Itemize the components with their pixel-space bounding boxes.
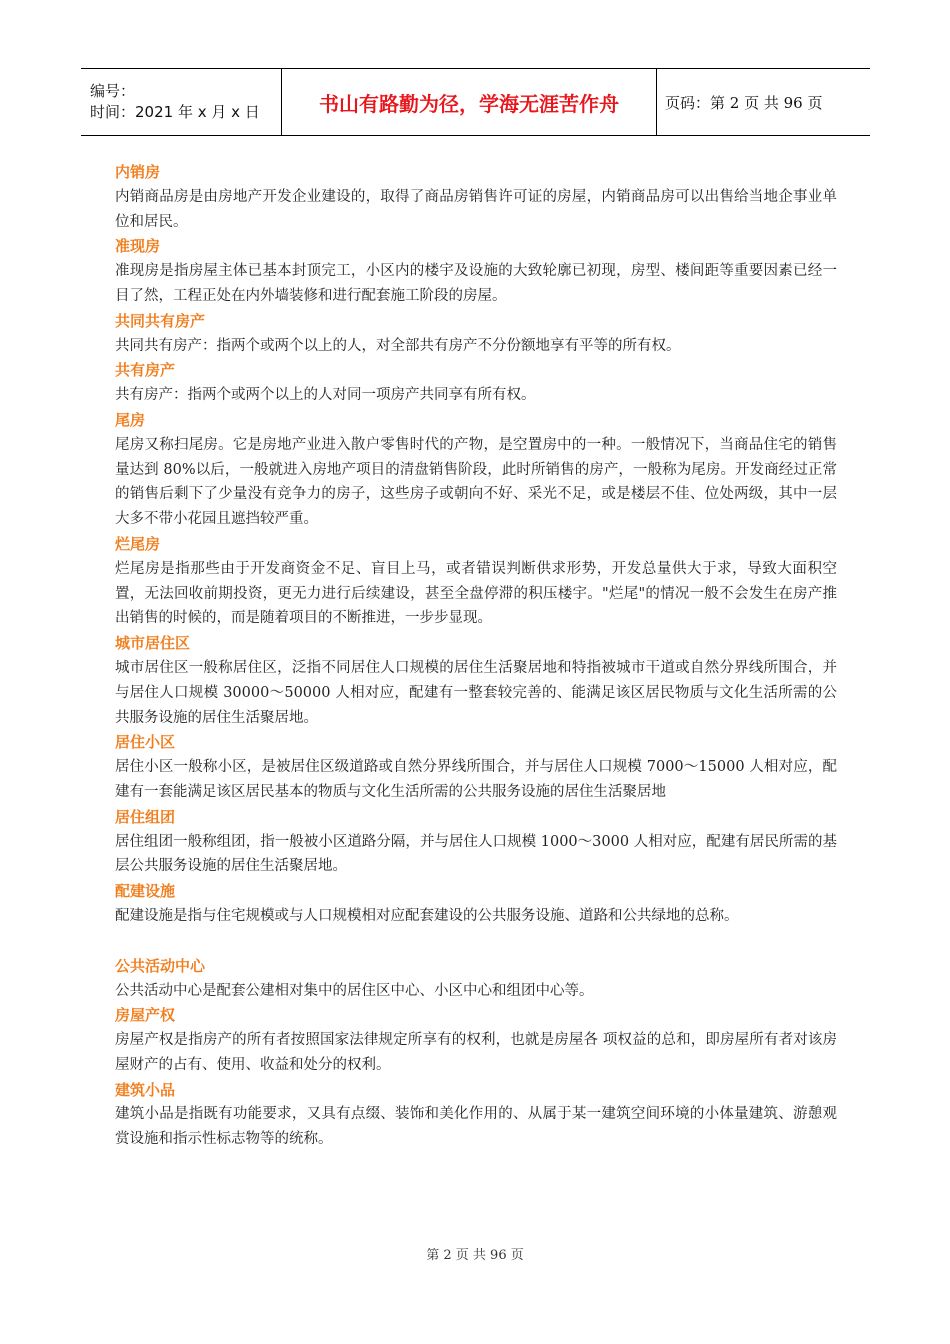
entry-term: 房屋产权 — [115, 1006, 176, 1025]
entry-term: 准现房 — [115, 237, 161, 256]
document-number-label: 编号： — [90, 82, 136, 100]
entry-term: 配建设施 — [115, 882, 176, 901]
entry-definition: 共有房产：指两个或两个以上的人对同一项房产共同享有所有权。 — [115, 387, 536, 404]
header-page-info: 页码：第 2 页 共 96 页 — [665, 93, 823, 112]
entry-term: 建筑小品 — [115, 1080, 176, 1099]
page-header — [81, 68, 870, 136]
entry-term: 居住组团 — [115, 807, 176, 826]
entry-definition: 准现房是指房屋主体已基本封顶完工，小区内的楼宇及设施的大致轮廓已初现，房型、楼间距等重要因素已经一目了然，工程正处在内外墙装修和进行配套施工阶段的房屋。 — [115, 263, 837, 304]
document-body — [115, 160, 837, 1152]
entry-definition: 居住组团一般称组团，指一般被小区道路分隔，并与居住人口规模 1000～3000 人相对应，配建有居民所需的基层公共服务设施的居住生活聚居地。 — [115, 833, 837, 875]
header-meta — [81, 69, 281, 135]
entry-definition: 烂尾房是指那些由于开发商资金不足、盲目上马，或者错误判断供求形势，开发总量供大于求，导致大面积空置，无法回收前期投资，更无力进行后续建设，甚至全盘停滞的积压楼宇。"烂尾"的情况一般不会发生在房产推出销售的时候的，而是随着项目的不断推进，一步步显现。 — [115, 560, 837, 627]
entry-term: 共同共有房产 — [115, 311, 206, 330]
entry-term: 内销房 — [115, 163, 161, 181]
entry-definition: 内销商品房是由房地产开发企业建设的，取得了商品房销售许可证的房屋，内销商品房可以出售给当地企事业单位和居民。 — [115, 188, 837, 230]
entry-definition: 城市居住区一般称居住区，泛指不同居住人口规模的居住生活聚居地和特指被城市干道或自然分界线所围合，并与居住人口规模 30000～50000 人相对应，配建有一整套较完善的、能满足该区居民物质与文化生活所需的公共服务设施的居住生活聚居地。 — [115, 659, 837, 726]
entry-list — [115, 160, 837, 1152]
entry-definition: 共同共有房产：指两个或两个以上的人，对全部共有房产不分份额地享有平等的所有权。 — [115, 337, 681, 354]
entry-term: 公共活动中心 — [115, 956, 206, 975]
entry-definition: 配建设施是指与住宅规模或与人口规模相对应配套建设的公共服务设施、道路和公共绿地的总称。 — [115, 907, 739, 924]
paragraph-spacer — [115, 929, 837, 954]
entry-definition: 居住小区一般称小区，是被居住区级道路或自然分界线所围合，并与居住人口规模 7000～15000 人相对应，配建有一套能满足该区居民基本的物质与文化生活所需的公共服务设施的居住生活聚居地 — [115, 759, 837, 800]
entry-term: 城市居住区 — [115, 634, 191, 653]
entry-term: 尾房 — [115, 410, 146, 429]
entry-definition: 房屋产权是指房产的所有者按照国家法律规定所享有的权利，也就是房屋各 项权益的总和，即房屋所有者对该房屋财产的占有、使用、收益和处分的权利。 — [115, 1032, 837, 1073]
entry-definition: 尾房又称扫尾房。它是房地产业进入散户零售时代的产物，是空置房中的一种。一般情况下，当商品住宅的销售量达到 80%以后，一般就进入房地产项目的清盘销售阶段，此时所销售的房产，一般称为尾房。开发商经过正常的销售后剩下了少量没有竞争力的房子，这些房子或朝向不好、采光不足，或是楼层不佳、位处两级，其中一层大多不带小花园且遮挡较严重。 — [115, 436, 837, 528]
entry-term: 居住小区 — [115, 733, 176, 752]
document-time-label: 时间：2021 年 x 月 x 日 — [90, 103, 260, 121]
page-footer: 第 2 页 共 96 页 — [426, 1248, 524, 1263]
entry-term: 共有房产 — [115, 361, 176, 380]
entry-definition: 建筑小品是指既有功能要求，又具有点缀、装饰和美化作用的、从属于某一建筑空间环境的小体量建筑、游憩观赏设施和指示性标志物等的统称。 — [115, 1106, 837, 1148]
header-motto: 书山有路勤为径，学海无涯苦作舟 — [281, 69, 657, 135]
entry-definition: 公共活动中心是配套公建相对集中的居住区中心、小区中心和组团中心等。 — [115, 982, 594, 999]
entry-term: 烂尾房 — [115, 534, 161, 553]
